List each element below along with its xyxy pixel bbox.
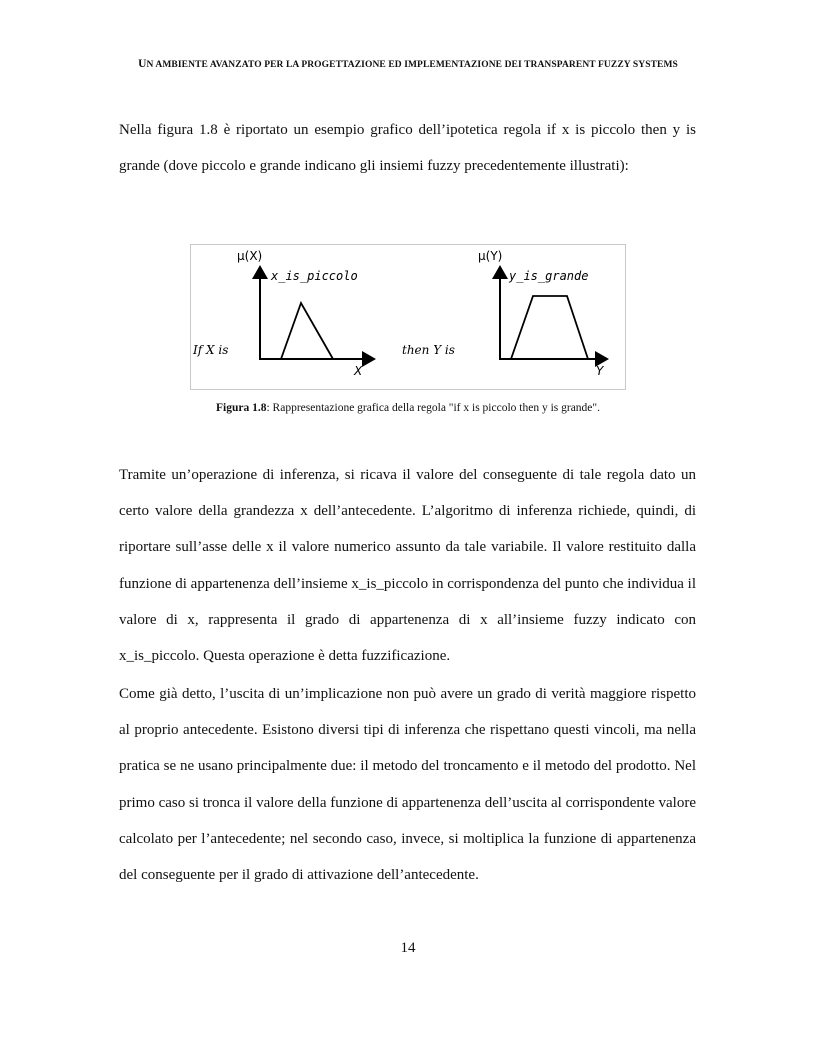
fuzzy-rule-diagram	[191, 245, 627, 391]
paragraph-implication: Come già detto, l’uscita di un’implicazione non può avere un grado di verità maggiore rispetto al proprio antecedente. Esistono diversi tipi di inferenza che rispettano questi vincoli, ma nella pratica se ne usano principalmente due: il metodo del troncamento e il metodo del prodotto. Nel primo caso si tronca il valore della funzione di appartenenza dell’uscita al corrispondente valore calcolato per l’antecedente; nel secondo caso, invece, si moltiplica la funzione di appartenenza del conseguente per il grado di attivazione dell’antecedente.	[119, 686, 696, 884]
right-xlabel: Y	[596, 364, 604, 378]
right-trapezoid-membership	[511, 296, 588, 359]
page-number: 14	[400, 940, 416, 956]
header-initial: U	[138, 58, 147, 70]
figure-1-8	[190, 244, 626, 390]
right-set-label: y_is_grande	[509, 269, 589, 283]
caption-text: : Rappresentazione grafica della regola "if x is piccolo then y is grande".	[266, 402, 600, 414]
left-prefix: If X is	[193, 343, 229, 357]
left-set-label: x_is_piccolo	[271, 269, 358, 283]
paragraph-intro: Nella figura 1.8 è riportato un esempio grafico dell’ipotetica regola if x is piccolo then y is grande (dove piccolo e grande indicano gli insiemi fuzzy precedentemente illustrati):	[119, 122, 696, 175]
left-ylabel: μ(X)	[237, 249, 263, 263]
caption-label: Figura 1.8	[216, 402, 267, 414]
left-xlabel: X	[354, 364, 363, 378]
figure-caption	[0, 402, 816, 414]
right-ylabel: μ(Y)	[478, 249, 503, 263]
header-text: N AMBIENTE AVANZATO PER LA PROGETTAZIONE ED IMPLEMENTAZIONE DEI TRANSPARENT FUZZY SYSTEMS	[146, 60, 678, 70]
running-header	[0, 58, 816, 70]
right-prefix: then Y is	[402, 343, 455, 357]
left-triangle-membership	[281, 303, 333, 359]
paragraph-inference: Tramite un’operazione di inferenza, si ricava il valore del conseguente di tale regola dato un certo valore della grandezza x dell’antecedente. L’algoritmo di inferenza richiede, quindi, di riportare sull’asse delle x il valore numerico assunto da tale variabile. Il valore restituito dalla funzione di appartenenza dell’insieme x_is_piccolo in corrispondenza del punto che individua il valore di x, rappresenta il grado di appartenenza di x all’insieme fuzzy indicato con x_is_piccolo. Questa operazione è detta fuzzificazione.	[119, 467, 696, 665]
